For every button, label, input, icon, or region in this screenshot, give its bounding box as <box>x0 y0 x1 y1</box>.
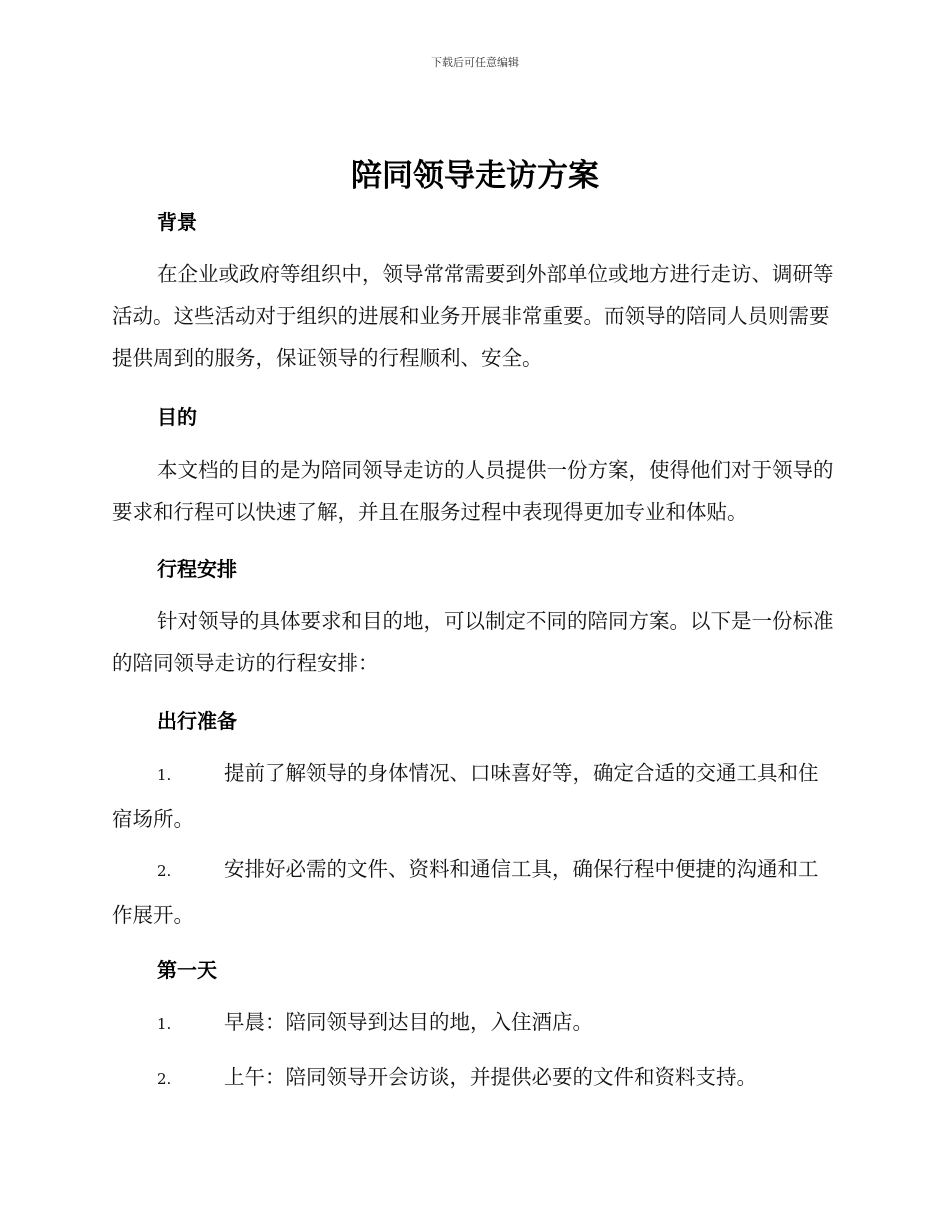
list-item <box>112 751 837 841</box>
list-item-number: 2. <box>157 1070 172 1088</box>
heading-preparation: 出行准备 <box>157 709 237 733</box>
list-item <box>112 1055 837 1101</box>
list-item-number: 1. <box>157 766 172 784</box>
list-item-text: 安排好必需的文件、资料和通信工具，确保行程中便捷的沟通和工作展开。 <box>112 857 819 927</box>
heading-purpose: 目的 <box>157 405 197 429</box>
heading-background: 背景 <box>157 210 197 234</box>
list-item <box>112 847 837 937</box>
paragraph-schedule: 针对领导的具体要求和目的地，可以制定不同的陪同方案。以下是一份标准的陪同领导走访的行程安排： <box>112 609 834 675</box>
list-item-number: 1. <box>157 1015 172 1033</box>
document-title: 陪同领导走访方案 <box>351 158 599 194</box>
list-item-text: 提前了解领导的身体情况、口味喜好等，确定合适的交通工具和住宿场所。 <box>112 761 819 831</box>
paragraph-purpose: 本文档的目的是为陪同领导走访的人员提供一份方案，使得他们对于领导的要求和行程可以快速了解，并且在服务过程中表现得更加专业和体贴。 <box>112 458 834 524</box>
heading-day-one: 第一天 <box>157 958 217 982</box>
paragraph-background: 在企业或政府等组织中，领导常常需要到外部单位或地方进行走访、调研等活动。这些活动对于组织的进展和业务开展非常重要。而领导的陪同人员则需要提供周到的服务，保证领导的行程顺利、安全。 <box>112 262 834 370</box>
list-item-number: 2. <box>157 862 172 880</box>
page-header-note: 下载后可任意编辑 <box>431 56 519 69</box>
list-item-text: 上午：陪同领导开会访谈，并提供必要的文件和资料支持。 <box>224 1065 757 1089</box>
heading-schedule: 行程安排 <box>157 557 237 581</box>
list-item <box>112 1000 837 1046</box>
list-item-text: 早晨：陪同领导到达目的地，入住酒店。 <box>224 1010 593 1034</box>
